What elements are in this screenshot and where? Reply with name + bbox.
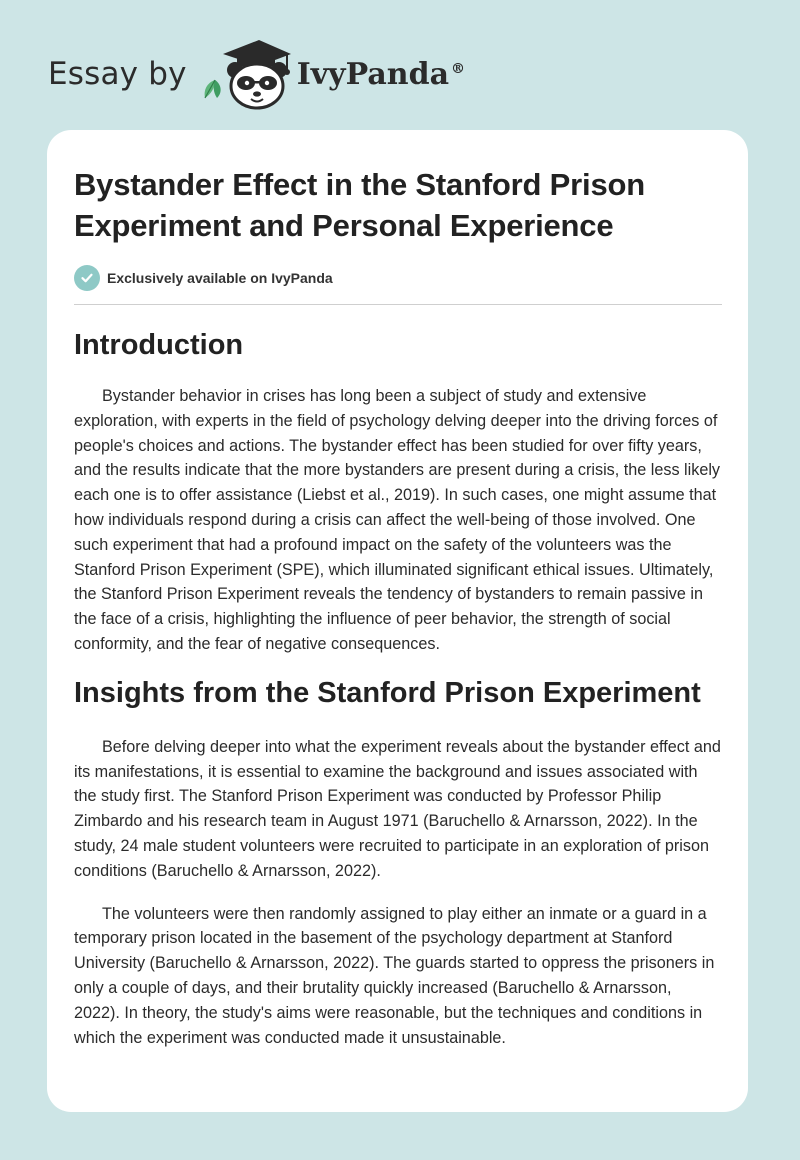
brand-name[interactable]: IvyPanda ® <box>296 56 466 92</box>
paragraph: Bystander behavior in crises has long been a subject of study and extensive exploration, with experts in the field of psychology delving deeper into the driving forces of people's choices and actions. The bystander effect has been studied for over fifty years, and the results indicate that the more bystanders are present during a crisis, the less likely each one is to offer assistance (Liebst et al., 2019). In such cases, one might assume that how individuals respond during a crisis can affect the well-being of those involved. One such experiment that had a profound impact on the safety of the volunteers was the Stanford Prison Experiment (SPE), which illuminated significant ethical issues. Ultimately, the Stanford Prison Experiment reveals the tendency of bystanders to remain passive in the face of a crisis, highlighting the influence of peer behavior, the strength of social conformity, and the fear of negative consequences. <box>74 387 721 653</box>
site-header <box>48 34 465 114</box>
essay-card <box>47 130 748 1112</box>
paragraph: The volunteers were then randomly assigned to play either an inmate or a guard in a temporary prison located in the basement of the psychology department at Stanford University (Baruchello & Arnarsson, 2022). The guards started to oppress the prisoners in only a couple of days, and their brutality quickly increased (Baruchello & Arnarsson, 2022). In theory, the study's aims were reasonable, but the techniques and conditions in which the experiment was conducted made it unsustainable. <box>74 904 715 1047</box>
exclusive-badge <box>74 264 721 292</box>
essay-title: Bystander Effect in the Stanford Prison Experiment and Personal Experience <box>74 167 645 243</box>
section-heading-introduction: Introduction <box>74 329 244 361</box>
registered-mark: ® <box>451 60 466 77</box>
panda-graduate-icon[interactable] <box>201 36 291 112</box>
exclusive-badge-label: Exclusively available on IvyPanda <box>107 270 333 286</box>
essay-by-label: Essay by <box>48 56 187 92</box>
section-heading-insights: Insights from the Stanford Prison Experiment <box>74 676 701 709</box>
title-divider <box>74 304 722 305</box>
check-circle-icon <box>74 265 100 291</box>
paragraph: Before delving deeper into what the experiment reveals about the bystander effect and its manifestations, it is essential to examine the background and issues associated with the study first. The Stanford Prison Experiment was conducted by Professor Philip Zimbardo and his research team in August 1971 (Baruchello & Arnarsson, 2022). In the study, 24 male student volunteers were recruited to participate in an exploration of prison conditions (Baruchello & Arnarsson, 2022). <box>74 737 721 880</box>
